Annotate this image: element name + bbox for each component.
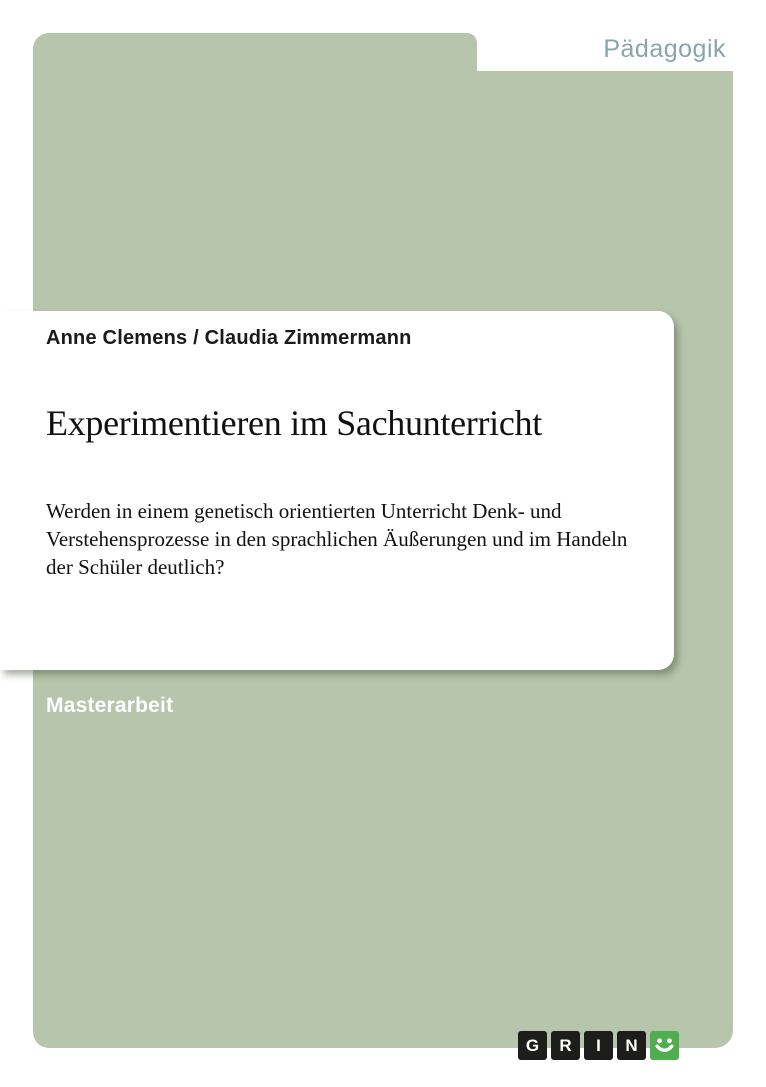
book-title: Experimentieren im Sachunterricht [46, 403, 542, 443]
grin-logo [518, 1031, 679, 1060]
grin-letter-tile-i: I [584, 1031, 613, 1060]
subtitle-line-3: der Schüler deutlich? [46, 555, 225, 579]
grin-letter-tile-g: G [518, 1031, 547, 1060]
subtitle-line-2: Verstehensprozesse in den sprachlichen Äußerungen und im Handeln [46, 527, 628, 551]
document-type-label: Masterarbeit [46, 694, 174, 717]
grin-smiley-icon [650, 1031, 679, 1060]
title-content-box [0, 311, 674, 670]
grin-letter-tile-n: N [617, 1031, 646, 1060]
category-label: Pädagogik [603, 35, 726, 63]
grin-smiley-tile [650, 1031, 679, 1060]
cover-panel-top [33, 33, 477, 73]
authors-line: Anne Clemens / Claudia Zimmermann [46, 327, 412, 349]
subtitle-line-1: Werden in einem genetisch orientierten Unterricht Denk- und [46, 499, 562, 523]
grin-letter-tile-r: R [551, 1031, 580, 1060]
book-subtitle [46, 497, 627, 581]
